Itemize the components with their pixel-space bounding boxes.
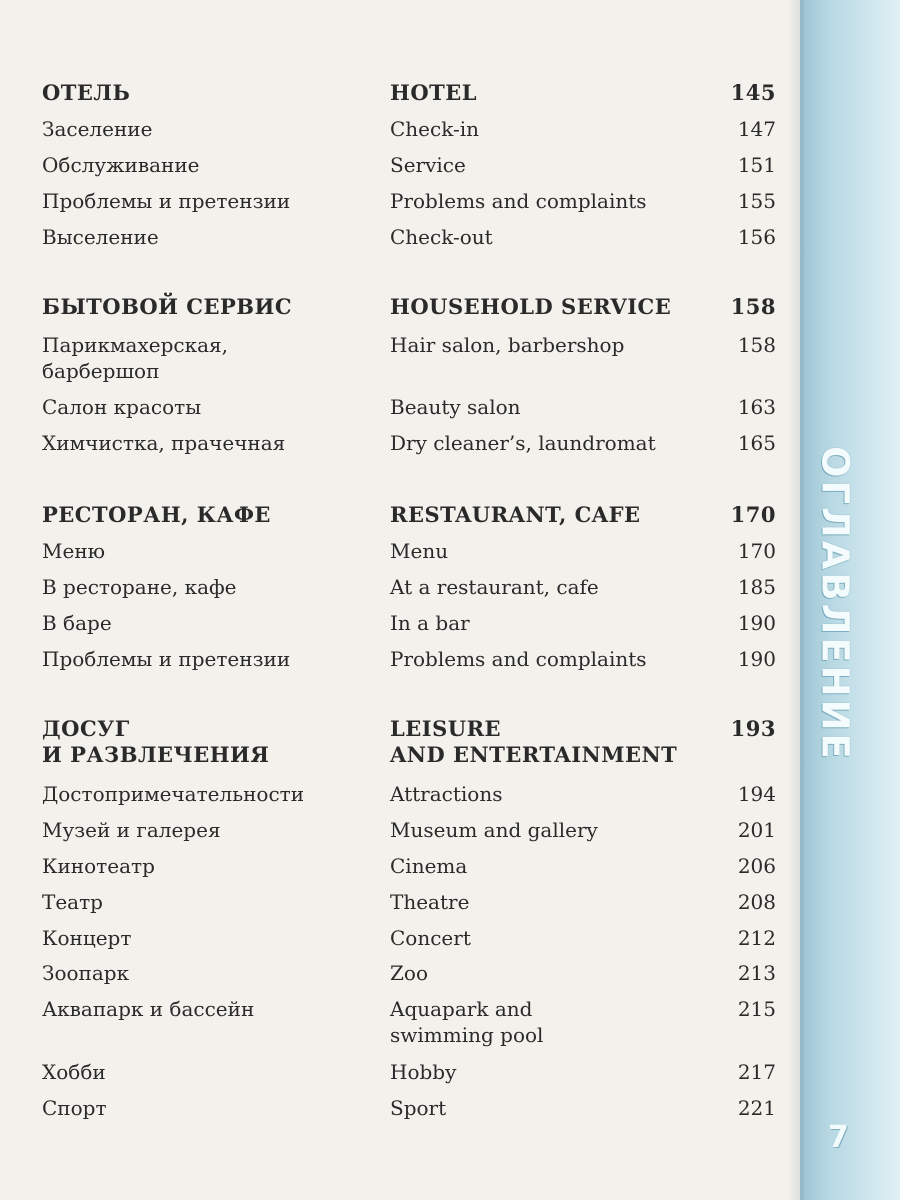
entry-page: 215 bbox=[737, 997, 776, 1021]
entry-title-en: Cinema bbox=[390, 854, 468, 878]
entry-title-en: Menu bbox=[390, 539, 449, 563]
entry-page: 201 bbox=[737, 818, 776, 842]
entry-page: 194 bbox=[737, 782, 776, 806]
entry-title-en-line1: Aquapark and bbox=[390, 997, 533, 1021]
section-title-ru: ОТЕЛЬ bbox=[42, 80, 131, 105]
section-title-ru bbox=[42, 716, 372, 768]
entry-title-en bbox=[390, 996, 720, 1048]
toc-entry[interactable] bbox=[0, 817, 790, 851]
toc-entry[interactable] bbox=[0, 960, 790, 994]
toc-entry[interactable] bbox=[0, 430, 790, 464]
section-title-ru: РЕСТОРАН, КАФЕ bbox=[42, 502, 271, 527]
entry-title-ru: Салон красоты bbox=[42, 395, 202, 419]
entry-title-en: Problems and complaints bbox=[390, 189, 647, 213]
section-heading-restaurant-cafe[interactable] bbox=[0, 502, 790, 536]
toc-entry[interactable] bbox=[0, 188, 790, 222]
entry-title-ru: Меню bbox=[42, 539, 106, 563]
entry-page: 190 bbox=[737, 647, 776, 671]
entry-title-ru-line1: Парикмахерская, bbox=[42, 333, 228, 357]
entry-page: 208 bbox=[737, 890, 776, 914]
entry-title-ru: В баре bbox=[42, 611, 112, 635]
entry-page: 156 bbox=[737, 225, 776, 249]
entry-title-ru: Проблемы и претензии bbox=[42, 189, 291, 213]
entry-title-en: Hobby bbox=[390, 1060, 457, 1084]
entry-title-en: Beauty salon bbox=[390, 395, 521, 419]
entry-title-ru: Концерт bbox=[42, 926, 132, 950]
section-title-en: HOUSEHOLD SERVICE bbox=[390, 294, 672, 319]
entry-title-ru: Кинотеатр bbox=[42, 854, 155, 878]
entry-title-ru: Спорт bbox=[42, 1096, 107, 1120]
entry-title-en-line2: swimming pool bbox=[390, 1023, 544, 1047]
section-heading-household-service[interactable] bbox=[0, 294, 790, 328]
entry-title-en: At a restaurant, cafe bbox=[390, 575, 599, 599]
entry-page: 147 bbox=[737, 117, 776, 141]
entry-page: 206 bbox=[737, 854, 776, 878]
section-page: 145 bbox=[730, 80, 776, 105]
toc-entry[interactable] bbox=[0, 574, 790, 608]
section-title-ru: БЫТОВОЙ СЕРВИС bbox=[42, 294, 293, 319]
toc-entry[interactable] bbox=[0, 332, 790, 392]
entry-page: 185 bbox=[737, 575, 776, 599]
section-title-en bbox=[390, 716, 720, 768]
entry-page: 170 bbox=[737, 539, 776, 563]
entry-page: 190 bbox=[737, 611, 776, 635]
toc-entry[interactable] bbox=[0, 646, 790, 680]
entry-title-en: Dry cleaner’s, laundromat bbox=[390, 431, 656, 455]
entry-page: 165 bbox=[737, 431, 776, 455]
section-page: 193 bbox=[730, 716, 776, 741]
side-title: ОГЛАВЛЕНИЕ bbox=[813, 446, 857, 762]
toc-entry[interactable] bbox=[0, 1059, 790, 1093]
toc-entry[interactable] bbox=[0, 394, 790, 428]
toc-entry[interactable] bbox=[0, 224, 790, 258]
entry-page: 163 bbox=[737, 395, 776, 419]
entry-title-ru: Аквапарк и бассейн bbox=[42, 997, 255, 1021]
entry-title-en: Check-in bbox=[390, 117, 480, 141]
toc-entry[interactable] bbox=[0, 925, 790, 959]
entry-page: 213 bbox=[737, 961, 776, 985]
entry-title-ru: Музей и галерея bbox=[42, 818, 221, 842]
entry-title-ru: Заселение bbox=[42, 117, 153, 141]
entry-title-ru: Достопримечательности bbox=[42, 782, 305, 806]
page-edge-shadow bbox=[788, 0, 804, 1200]
toc-entry[interactable] bbox=[0, 1095, 790, 1129]
toc-entry[interactable] bbox=[0, 853, 790, 887]
toc-entry[interactable] bbox=[0, 116, 790, 150]
entry-page: 158 bbox=[737, 333, 776, 357]
entry-page: 221 bbox=[737, 1096, 776, 1120]
section-title-en-line2: AND ENTERTAINMENT bbox=[390, 742, 678, 767]
toc-entry[interactable] bbox=[0, 610, 790, 644]
entry-title-ru: Проблемы и претензии bbox=[42, 647, 291, 671]
toc-entry[interactable] bbox=[0, 996, 790, 1056]
entry-title-en: Problems and complaints bbox=[390, 647, 647, 671]
section-heading-leisure[interactable] bbox=[0, 716, 790, 776]
entry-title-en: Museum and gallery bbox=[390, 818, 598, 842]
entry-title-en: Check-out bbox=[390, 225, 493, 249]
section-title-en: HOTEL bbox=[390, 80, 478, 105]
entry-title-en: Concert bbox=[390, 926, 471, 950]
section-title-en-line1: LEISURE bbox=[390, 716, 502, 741]
entry-title-ru: Выселение bbox=[42, 225, 159, 249]
entry-page: 212 bbox=[737, 926, 776, 950]
entry-title-en: Sport bbox=[390, 1096, 447, 1120]
section-title-ru-line2: И РАЗВЛЕЧЕНИЯ bbox=[42, 742, 270, 767]
page-number: 7 bbox=[828, 1120, 849, 1155]
entry-title-ru bbox=[42, 332, 372, 384]
entry-title-en: Attractions bbox=[390, 782, 503, 806]
section-page: 158 bbox=[730, 294, 776, 319]
toc-entry[interactable] bbox=[0, 781, 790, 815]
section-page: 170 bbox=[730, 502, 776, 527]
entry-page: 151 bbox=[737, 153, 776, 177]
entry-title-ru: Зоопарк bbox=[42, 961, 130, 985]
entry-title-ru: В ресторане, кафе bbox=[42, 575, 237, 599]
section-heading-hotel[interactable] bbox=[0, 80, 790, 114]
entry-title-en: Zoo bbox=[390, 961, 428, 985]
entry-title-en: Service bbox=[390, 153, 466, 177]
entry-title-ru-line2: барбершоп bbox=[42, 359, 160, 383]
section-title-ru-line1: ДОСУГ bbox=[42, 716, 130, 741]
toc-entry[interactable] bbox=[0, 889, 790, 923]
entry-page: 155 bbox=[737, 189, 776, 213]
entry-title-ru: Обслуживание bbox=[42, 153, 200, 177]
toc-entry[interactable] bbox=[0, 152, 790, 186]
entry-title-ru: Хобби bbox=[42, 1060, 106, 1084]
entry-title-ru: Химчистка, прачечная bbox=[42, 431, 286, 455]
section-title-en: RESTAURANT, CAFE bbox=[390, 502, 641, 527]
entry-title-ru: Театр bbox=[42, 890, 103, 914]
toc-entry[interactable] bbox=[0, 538, 790, 572]
entry-title-en: Theatre bbox=[390, 890, 470, 914]
entry-page: 217 bbox=[737, 1060, 776, 1084]
entry-title-en: In a bar bbox=[390, 611, 470, 635]
entry-title-en: Hair salon, barbershop bbox=[390, 333, 625, 357]
